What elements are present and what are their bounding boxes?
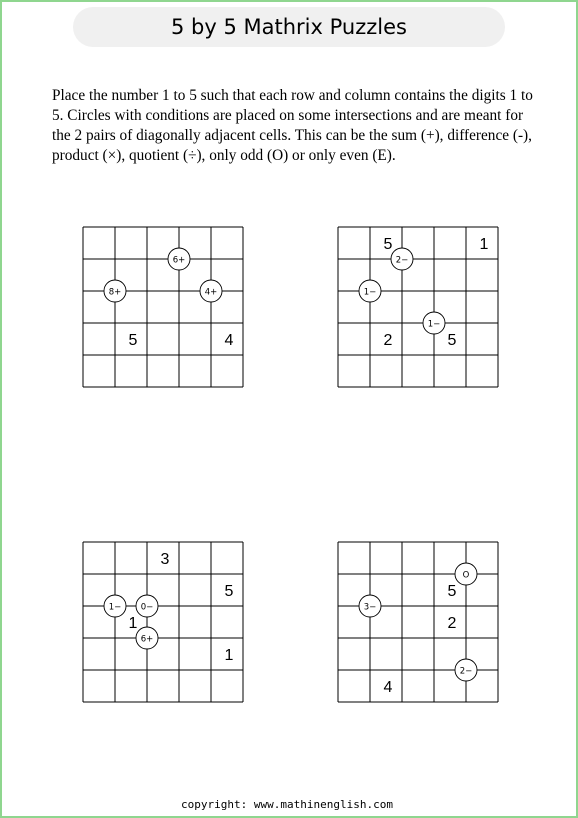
clue-label: 2− [459,666,473,677]
clue-label: 6+ [172,255,186,266]
puzzle-4 [338,542,498,702]
given-digit: 5 [224,583,234,600]
puzzle-grid [338,542,498,702]
given-digit: 2 [447,615,457,632]
given-digit: 5 [447,583,457,600]
clue-label: 8+ [108,287,122,298]
given-digit: 1 [224,647,234,664]
clue-label: 4+ [204,287,218,298]
given-digit: 4 [383,679,393,696]
given-digit: 5 [383,236,393,253]
given-digit: 4 [224,332,234,349]
clue-label: 1− [427,319,441,330]
title-banner [73,7,505,47]
given-digit: 3 [160,551,170,568]
clue-label: 1− [108,602,122,613]
instructions-text: Place the number 1 to 5 such that each row and column contains the digits 1 to 5. Circles with conditions are placed on some intersections and are meant for the 2 pairs of diagonally adjacent cells. This can be the sum (+), difference (-), product (×), quotient (÷), only odd (O) or only even (E). [52,87,533,164]
puzzle-grid [338,227,498,387]
page-title: 5 by 5 Mathrix Puzzles [171,15,407,39]
puzzle-1 [83,227,243,387]
clue-label: 6+ [140,634,154,645]
given-digit: 5 [447,332,457,349]
given-digit: 1 [128,615,138,632]
clue-label: 2− [395,255,409,266]
puzzle-3 [83,542,243,702]
copyright-footer: copyright: www.mathinenglish.com [181,798,393,811]
puzzle-2 [338,227,498,387]
given-digit: 1 [479,236,489,253]
given-digit: 2 [383,332,393,349]
clue-label: 0− [140,602,154,613]
puzzle-grid [83,542,243,702]
given-digit: 5 [128,332,138,349]
clue-label: 1− [363,287,377,298]
clue-label: O [462,570,470,581]
puzzle-grid [83,227,243,387]
clue-label: 3− [363,602,377,613]
